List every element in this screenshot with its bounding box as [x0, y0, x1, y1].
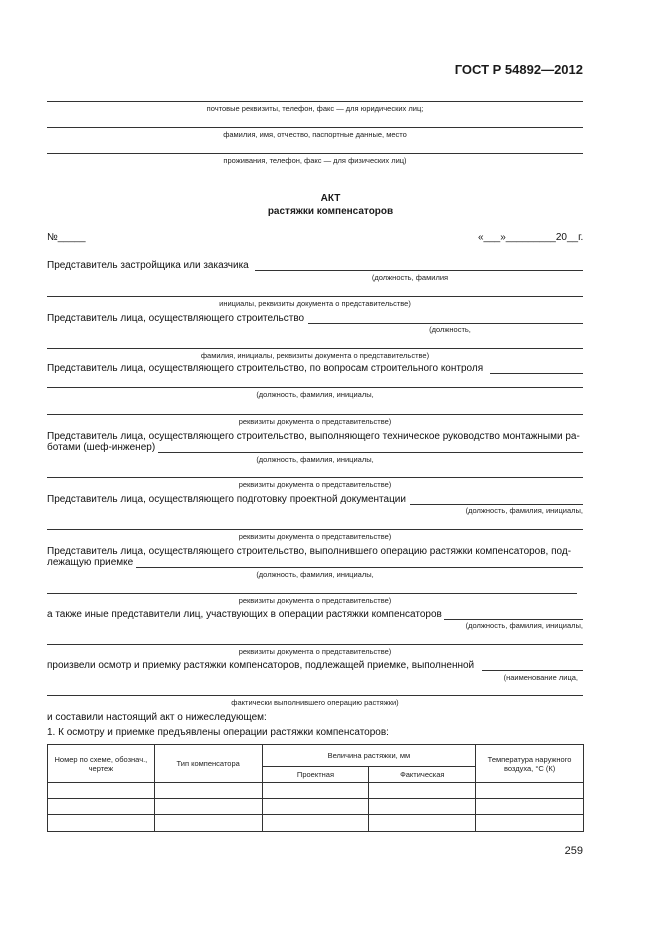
s1-line-2	[47, 296, 583, 297]
s4-label-2: ботами (шеф-инженер)	[47, 442, 156, 453]
top-caption-3: проживания, телефон, факс — для физических лиц)	[223, 156, 407, 165]
s1-label: Представитель застройщика или заказчика	[47, 260, 249, 271]
s6-caption-2: реквизиты документа о представительстве)	[238, 596, 392, 605]
col-header-design: Проектная	[262, 767, 369, 783]
col-header-scheme-number: Номер по схеме, обознач., чертеж	[48, 745, 155, 783]
s3-line-2	[47, 387, 583, 388]
s1-caption-2: инициалы, реквизиты документа о представительстве)	[219, 299, 411, 308]
table-cell[interactable]	[48, 783, 155, 799]
doc-subtitle: растяжки компенсаторов	[267, 206, 394, 217]
table-cell[interactable]	[262, 799, 369, 815]
s1-line-1	[255, 270, 583, 271]
table-cell[interactable]	[369, 815, 476, 832]
s5-caption-1: (должность, фамилия, инициалы,	[465, 506, 583, 515]
s5-line-1	[410, 504, 583, 505]
table-row	[48, 799, 584, 815]
s7-caption-2: реквизиты документа о представительстве)	[238, 647, 392, 656]
closing-line-2: 1. К осмотру и приемке предъявлены операции растяжки компенсаторов:	[47, 727, 389, 738]
s3-caption-2: реквизиты документа о представительстве)	[238, 417, 392, 426]
act-number: №_____	[47, 232, 86, 243]
col-header-actual: Фактическая	[369, 767, 476, 783]
table-cell[interactable]	[476, 815, 584, 832]
s4-caption-1: (должность, фамилия, инициалы,	[256, 455, 374, 464]
table-cell[interactable]	[48, 815, 155, 832]
col-header-compensator-type: Тип компенсатора	[154, 745, 262, 783]
s2-line-1	[308, 323, 583, 324]
s5-caption-2: реквизиты документа о представительстве)	[238, 532, 392, 541]
s7-caption-1: (должность, фамилия, инициалы,	[465, 621, 583, 630]
col-header-temperature: Температура наружного воздуха, °С (К)	[476, 745, 584, 783]
s4-line-2	[47, 477, 583, 478]
s6-label-2: лежащую приемке	[47, 557, 134, 568]
table-cell[interactable]	[154, 783, 262, 799]
s2-caption-2: фамилия, инициалы, реквизиты документа о представительстве)	[200, 351, 430, 360]
top-caption-1: почтовые реквизиты, телефон, факс — для юридических лиц;	[206, 104, 424, 113]
s6-caption-1: (должность, фамилия, инициалы,	[256, 570, 374, 579]
s7-line-2	[47, 644, 583, 645]
s8-label: произвели осмотр и приемку растяжки компенсаторов, подлежащей приемке, выполненной	[47, 660, 475, 671]
s6-line-2	[47, 593, 577, 594]
s4-line-1	[158, 452, 583, 453]
table-cell[interactable]	[154, 815, 262, 832]
act-date: «___»_________20__г.	[478, 232, 584, 243]
s2-label: Представитель лица, осуществляющего строительство	[47, 313, 305, 324]
s3-line-1	[490, 373, 583, 374]
table-cell[interactable]	[369, 783, 476, 799]
top-caption-2: фамилия, имя, отчество, паспортные данные, место	[223, 130, 407, 139]
s3-line-3	[47, 414, 583, 415]
standard-header: ГОСТ Р 54892—2012	[454, 62, 583, 77]
table-cell[interactable]	[476, 783, 584, 799]
top-line-1	[47, 101, 583, 102]
doc-title: АКТ	[320, 193, 341, 204]
table-cell[interactable]	[154, 799, 262, 815]
top-line-2	[47, 127, 583, 128]
s4-caption-2: реквизиты документа о представительстве)	[238, 480, 392, 489]
s8-caption-1: (наименование лица,	[503, 673, 578, 682]
s5-line-2	[47, 529, 583, 530]
page-number: 259	[564, 845, 583, 857]
compensators-table	[47, 744, 584, 832]
s7-line-1	[444, 619, 583, 620]
s4-label-1: Представитель лица, осуществляющего строительство, выполняющего техническое руководство монтажными ра-	[47, 431, 580, 442]
s8-line-1	[482, 670, 583, 671]
s8-caption-2: фактически выполнившего операцию растяжки)	[231, 698, 399, 707]
top-line-3	[47, 153, 583, 154]
table-cell[interactable]	[369, 799, 476, 815]
s2-line-2	[47, 348, 583, 349]
s5-label: Представитель лица, осуществляющего подготовку проектной документации	[47, 494, 406, 505]
table-row	[48, 783, 584, 799]
s6-line-1	[136, 567, 583, 568]
col-header-stretch-value: Величина растяжки, мм	[262, 745, 476, 767]
s7-label: а также иные представители лиц, участвующих в операции растяжки компенсаторов	[47, 609, 442, 620]
table-cell[interactable]	[48, 799, 155, 815]
table-cell[interactable]	[262, 783, 369, 799]
s2-caption-1: (должность,	[429, 325, 471, 334]
table-row	[48, 815, 584, 832]
s6-label-1: Представитель лица, осуществляющего строительство, выполнившего операцию растяжки компенсаторов, под-	[47, 546, 572, 557]
table-cell[interactable]	[476, 799, 584, 815]
table-cell[interactable]	[262, 815, 369, 832]
closing-line-1: и составили настоящий акт о нижеследующем:	[47, 712, 267, 723]
s3-caption-1: (должность, фамилия, инициалы,	[256, 390, 374, 399]
s8-line-2	[47, 695, 583, 696]
s1-caption-1: (должность, фамилия	[371, 273, 449, 282]
s3-label: Представитель лица, осуществляющего строительство, по вопросам строительного контроля	[47, 363, 484, 374]
